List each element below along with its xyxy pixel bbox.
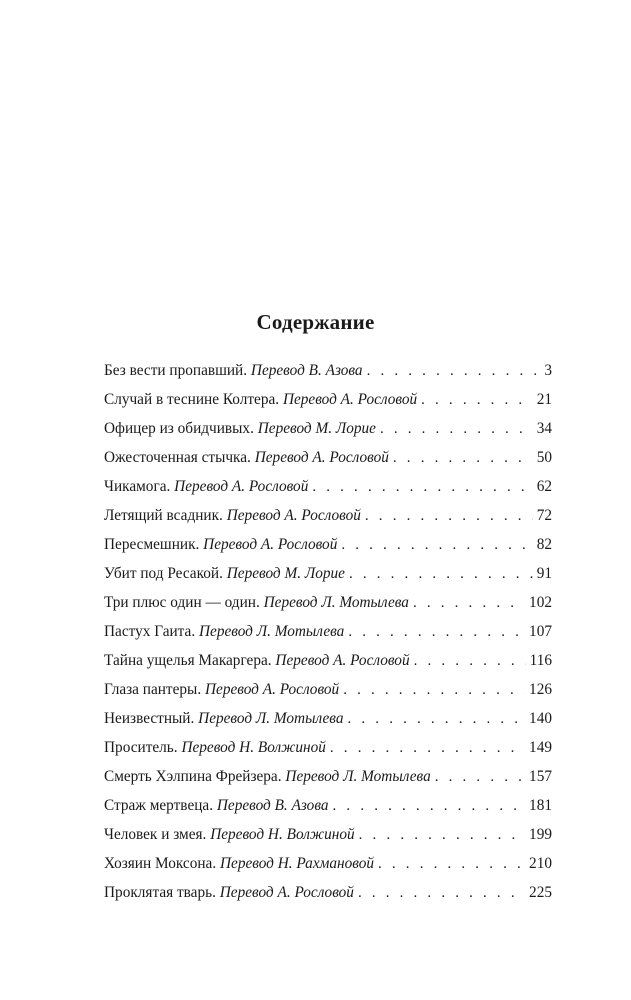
entry-page-number: 210: [529, 855, 552, 872]
toc-entry: [104, 447, 552, 476]
toc-entry: [104, 418, 552, 447]
dot-leader: [343, 679, 525, 701]
toc-list: [104, 360, 552, 911]
entry-page-number: 149: [529, 739, 552, 756]
entry-title: Офицер из обидчивых.: [104, 420, 254, 437]
toc-entry: [104, 650, 552, 679]
entry-title: Проситель.: [104, 739, 178, 756]
dot-leader: [349, 563, 533, 585]
entry-title: Летящий всадник.: [104, 507, 223, 524]
entry-title: Чикамога.: [104, 478, 171, 495]
toc-entry: [104, 882, 552, 911]
toc-entry: [104, 824, 552, 853]
entry-page-number: 102: [529, 594, 552, 611]
toc-heading: Содержание: [256, 310, 375, 334]
entry-translator: Перевод А. Рословой: [205, 681, 340, 698]
entry-page-number: 107: [529, 623, 552, 640]
entry-translator: Перевод А. Рословой: [219, 884, 354, 901]
entry-page-number: 225: [529, 884, 552, 901]
entry-title: Убит под Ресакой.: [104, 565, 223, 582]
entry-page-number: 140: [529, 710, 552, 727]
entry-translator: Перевод М. Лорие: [226, 565, 345, 582]
entry-translator: Перевод Л. Мотылева: [198, 623, 345, 640]
dot-leader: [333, 795, 526, 817]
entry-page-number: 62: [536, 478, 552, 495]
entry-translator: Перевод Л. Мотылева: [198, 710, 344, 727]
entry-translator: Перевод Л. Мотылева: [263, 594, 409, 611]
toc-entry: [104, 708, 552, 737]
toc-entry: [104, 476, 552, 505]
toc-entry: [104, 766, 552, 795]
entry-page-number: 126: [529, 681, 552, 698]
entry-translator: Перевод В. Азова: [250, 362, 363, 379]
dot-leader: [367, 360, 540, 382]
dot-leader: [365, 505, 533, 527]
entry-page-number: 21: [536, 391, 552, 408]
entry-translator: Перевод В. Азова: [216, 797, 329, 814]
entry-title: Проклятая тварь.: [104, 884, 216, 901]
entry-title: Ожесточенная стычка.: [104, 449, 251, 466]
toc-entry: [104, 621, 552, 650]
entry-translator: Перевод М. Лорие: [257, 420, 376, 437]
entry-translator: Перевод А. Рословой: [275, 652, 410, 669]
toc-entry: [104, 679, 552, 708]
dot-leader: [380, 418, 533, 440]
entry-title: Пересмешник.: [104, 536, 200, 553]
entry-title: Пастух Гаита.: [104, 623, 196, 640]
entry-translator: Перевод А. Рословой: [282, 391, 418, 408]
toc-entry: [104, 563, 552, 592]
dot-leader: [348, 621, 525, 643]
entry-page-number: 82: [536, 536, 552, 553]
entry-title: Смерть Хэлпина Фрейзера.: [104, 768, 282, 785]
dot-leader: [358, 882, 525, 904]
dot-leader: [393, 447, 533, 469]
entry-translator: Перевод А. Рословой: [254, 449, 389, 466]
toc-entry: [104, 853, 552, 882]
dot-leader: [421, 389, 533, 411]
entry-title: Страж мертвеца.: [104, 797, 214, 814]
dot-leader: [378, 853, 525, 875]
toc-entry: [104, 795, 552, 824]
toc-entry: [104, 737, 552, 766]
dot-leader: [348, 708, 526, 730]
toc-entry: [104, 592, 552, 621]
dot-leader: [359, 824, 525, 846]
entry-translator: Перевод Н. Волжиной: [210, 826, 355, 843]
entry-title: Без вести пропавший.: [104, 362, 248, 379]
entry-page-number: 181: [529, 797, 552, 814]
entry-translator: Перевод А. Рословой: [174, 478, 309, 495]
entry-translator: Перевод А. Рословой: [203, 536, 338, 553]
entry-page-number: 34: [536, 420, 552, 437]
entry-title: Тайна ущелья Макаргера.: [104, 652, 272, 669]
entry-page-number: 3: [544, 362, 552, 379]
entry-title: Человек и змея.: [104, 826, 207, 843]
entry-page-number: 72: [536, 507, 552, 524]
entry-translator: Перевод Н. Рахмановой: [220, 855, 374, 872]
entry-page-number: 116: [529, 652, 552, 669]
entry-title: Неизвестный.: [104, 710, 195, 727]
toc-entry: [104, 360, 552, 389]
entry-title: Случай в теснине Колтера.: [104, 391, 280, 408]
dot-leader: [312, 476, 532, 498]
dot-leader: [435, 766, 525, 788]
entry-translator: Перевод А. Рословой: [226, 507, 361, 524]
toc-entry: [104, 534, 552, 563]
toc-entry: [104, 389, 552, 418]
entry-page-number: 157: [529, 768, 552, 785]
entry-page-number: 50: [536, 449, 552, 466]
dot-leader: [330, 737, 525, 759]
dot-leader: [414, 650, 526, 672]
entry-translator: Перевод Н. Волжиной: [181, 739, 326, 756]
entry-page-number: 199: [529, 826, 552, 843]
entry-title: Глаза пантеры.: [104, 681, 202, 698]
entry-page-number: 91: [536, 565, 552, 582]
dot-leader: [413, 592, 525, 614]
entry-translator: Перевод Л. Мотылева: [285, 768, 431, 785]
entry-title: Три плюс один — один.: [104, 594, 260, 611]
entry-title: Хозяин Моксона.: [104, 855, 217, 872]
toc-entry: [104, 505, 552, 534]
dot-leader: [341, 534, 532, 556]
